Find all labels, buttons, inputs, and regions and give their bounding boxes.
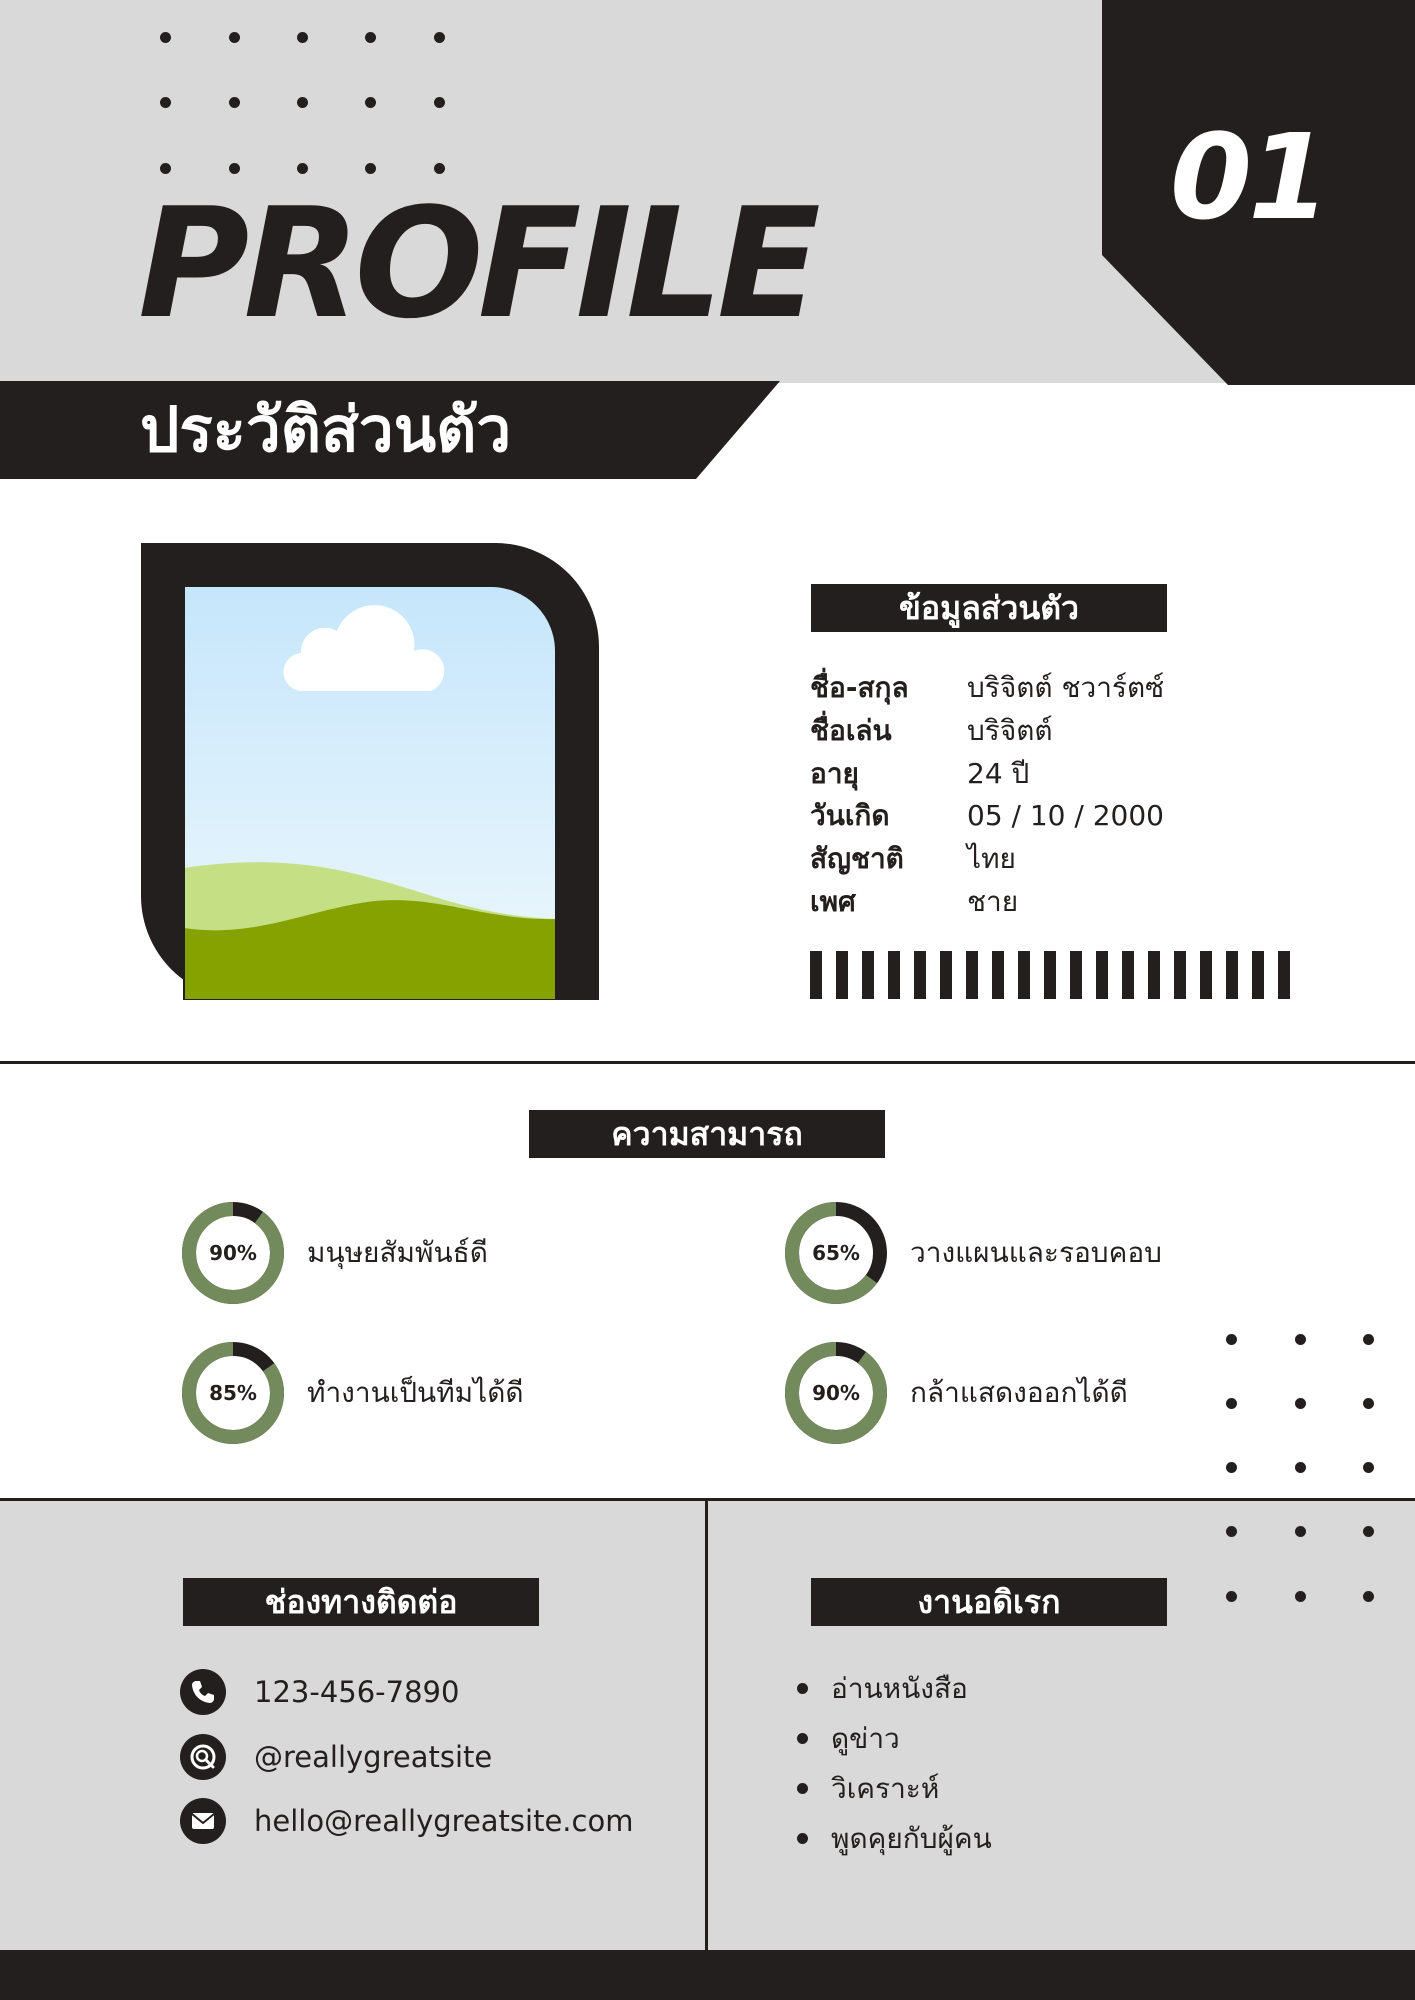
personal-info-heading: ข้อมูลส่วนตัว: [811, 584, 1167, 632]
column-divider: [705, 1501, 708, 1950]
hobby-text: พูดคุยกับผู้คน: [831, 1822, 992, 1855]
info-value: ไทย: [967, 842, 1016, 875]
info-label: เพศ: [810, 885, 856, 918]
info-label: อายุ: [810, 757, 859, 790]
skill-percent: 90%: [812, 1381, 860, 1405]
abilities-heading: ความสามารถ: [529, 1110, 885, 1158]
info-value: 05 / 10 / 2000: [967, 799, 1164, 832]
hobby-text: อ่านหนังสือ: [831, 1672, 968, 1705]
info-row-name: [810, 667, 1330, 709]
website-handle: @reallygreatsite: [254, 1740, 493, 1774]
info-value: บริจิตต์: [967, 714, 1053, 747]
info-label: ชื่อเล่น: [810, 714, 892, 747]
info-row-nickname: [810, 710, 1330, 752]
info-row-gender: [810, 881, 1330, 923]
info-row-birthdate: [810, 795, 1330, 837]
info-value: 24 ปี: [967, 757, 1030, 790]
profile-photo: [141, 543, 599, 1000]
skill-item: [783, 1200, 1343, 1310]
phone-icon: [180, 1669, 226, 1715]
contact-phone: [180, 1669, 680, 1715]
phone-number: 123-456-7890: [254, 1675, 460, 1709]
web-search-icon: [180, 1734, 226, 1780]
skill-item: [180, 1200, 740, 1310]
bullet: [797, 1833, 808, 1844]
page-title: PROFILE: [138, 175, 815, 352]
contact-web: [180, 1734, 680, 1780]
info-row-nationality: [810, 838, 1330, 880]
contact-email: [180, 1798, 680, 1844]
skill-percent: 85%: [209, 1381, 257, 1405]
dot-grid-top: [160, 32, 460, 182]
info-value: ชาย: [967, 885, 1019, 918]
email-address: hello@reallygreatsite.com: [254, 1804, 634, 1838]
skill-percent: 90%: [209, 1241, 257, 1265]
hobby-text: วิเคราะห์: [831, 1772, 940, 1805]
bullet: [797, 1683, 808, 1694]
skill-name: ทำงานเป็นทีมได้ดี: [307, 1376, 524, 1409]
skill-name: มนุษยสัมพันธ์ดี: [307, 1236, 488, 1269]
barcode-decoration: [810, 951, 1300, 999]
footer-bar: [0, 1950, 1415, 2000]
info-label: ชื่อ-สกุล: [810, 671, 909, 704]
skill-name: กล้าแสดงออกได้ดี: [910, 1376, 1128, 1409]
info-row-age: [810, 753, 1330, 795]
skill-name: วางแผนและรอบคอบ: [910, 1236, 1162, 1269]
mail-icon: [180, 1798, 226, 1844]
page-subtitle: ประวัติส่วนตัว: [140, 393, 512, 466]
contact-heading: ช่องทางติดต่อ: [183, 1578, 539, 1626]
skill-item: [180, 1340, 740, 1450]
skill-percent: 65%: [812, 1241, 860, 1265]
info-label: วันเกิด: [810, 799, 890, 832]
section-divider: [0, 1061, 1415, 1064]
page-number: 01: [1170, 108, 1327, 246]
info-value: บริจิตต์ ชวาร์ตซ์: [967, 671, 1165, 704]
bullet: [797, 1783, 808, 1794]
dot-grid-right: [1226, 1334, 1376, 1604]
bullet: [797, 1733, 808, 1744]
info-label: สัญชาติ: [810, 842, 904, 875]
hobbies-heading: งานอดิเรก: [811, 1578, 1167, 1626]
hobby-text: ดูข่าว: [831, 1722, 900, 1755]
